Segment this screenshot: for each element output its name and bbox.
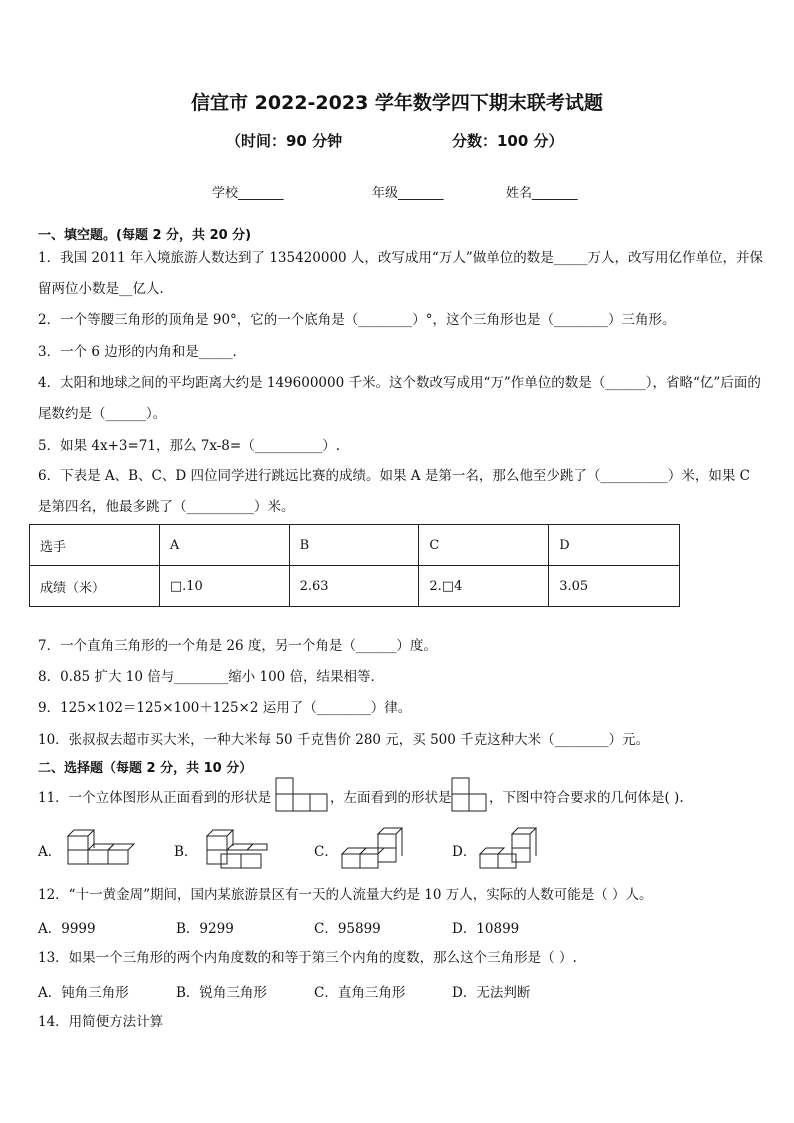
question-14: 14．用简便方法计算 xyxy=(38,1014,164,1030)
school-field[interactable]: 学校_______ xyxy=(212,186,284,201)
option-d-solid-figure[interactable] xyxy=(478,826,544,870)
table-cell: A xyxy=(159,525,289,566)
name-field[interactable]: 姓名_______ xyxy=(506,186,578,201)
table-cell: 3.05 xyxy=(549,566,680,607)
table-cell: B xyxy=(289,525,419,566)
option-d[interactable]: D．无法判断 xyxy=(452,985,531,1001)
question-1-line2: 留两位小数是__亿人． xyxy=(38,281,173,297)
grade-field[interactable]: 年级_______ xyxy=(372,186,444,201)
exam-score: 分数：100 分） xyxy=(452,132,564,150)
option-b-solid-figure[interactable] xyxy=(203,826,269,870)
option-b[interactable]: B．9299 xyxy=(176,921,234,937)
page-title: 信宜市 2022-2023 学年数学四下期末联考试题 xyxy=(191,92,603,114)
question-5: 5．如果 4x+3=71，那么 7x-8=（__________）. xyxy=(38,438,340,454)
question-7: 7．一个直角三角形的一个角是 26 度，另一个角是（______）度。 xyxy=(38,638,437,654)
question-11-part1: 11．一个立体图形从正面看到的形状是 xyxy=(38,790,272,806)
table-row xyxy=(30,525,680,566)
table-cell: 选手 xyxy=(30,525,160,566)
question-6-line2: 是第四名，他最多跳了（__________）米。 xyxy=(38,499,295,515)
question-4-line2: 尾数约是（______）。 xyxy=(38,406,167,422)
option-a[interactable]: A．钝角三角形 xyxy=(38,985,129,1001)
option-a-label[interactable]: A． xyxy=(38,844,62,860)
option-b[interactable]: B．锐角三角形 xyxy=(176,985,267,1001)
table-cell: D xyxy=(549,525,680,566)
question-11-part3: ，下图中符合要求的几何体是( ). xyxy=(489,790,684,806)
table-cell: 2.□4 xyxy=(419,566,549,607)
question-12: 12．“十一黄金周”期间，国内某旅游景区有一天的人流量大约是 10 万人，实际的人数可能是（ ）人。 xyxy=(38,887,653,903)
section2-heading: 二、选择题（每题 2 分，共 10 分） xyxy=(38,761,253,776)
table-row xyxy=(30,566,680,607)
option-b-label[interactable]: B． xyxy=(174,844,198,860)
exam-time: （时间：90 分钟 xyxy=(226,132,343,150)
section1-heading: 一、填空题。(每题 2 分，共 20 分) xyxy=(38,228,252,243)
question-10: 10．张叔叔去超市买大米，一种大米每 50 千克售价 280 元，买 500 千克这种大米（________）元。 xyxy=(38,732,650,748)
question-3: 3．一个 6 边形的内角和是_____． xyxy=(38,344,247,360)
question-13: 13．如果一个三角形的两个内角度数的和等于第三个内角的度数，那么这个三角形是（ ）. xyxy=(38,950,577,966)
table-cell: C xyxy=(419,525,549,566)
question-6-line1: 6．下表是 A、B、C、D 四位同学进行跳远比赛的成绩。如果 A 是第一名，那么他至少跳了（__________）米，如果 C xyxy=(38,468,750,484)
left-view-figure xyxy=(452,778,488,812)
option-c-label[interactable]: C． xyxy=(314,844,338,860)
table-cell: 2.63 xyxy=(289,566,419,607)
question-11-part2: ，左面看到的形状是 xyxy=(330,790,452,806)
option-d-label[interactable]: D． xyxy=(452,844,477,860)
option-a-solid-figure[interactable] xyxy=(66,826,132,866)
question-1-line1: 1．我国 2011 年入境旅游人数达到了 135420000 人，改写成用“万人”做单位的数是_____万人，改写用亿作单位，并保 xyxy=(38,250,763,266)
option-c[interactable]: C．95899 xyxy=(314,921,381,937)
question-2: 2．一个等腰三角形的顶角是 90°，它的一个底角是（________）°，这个三角形也是（________）三角形。 xyxy=(38,312,676,328)
table-cell: □.10 xyxy=(159,566,289,607)
table-cell: 成绩（米） xyxy=(30,566,160,607)
option-c[interactable]: C．直角三角形 xyxy=(314,985,406,1001)
question-4-line1: 4．太阳和地球之间的平均距离大约是 149600000 千米。这个数改写成用“万”作单位的数是（______），省略“亿”后面的 xyxy=(38,375,761,391)
option-a[interactable]: A．9999 xyxy=(38,921,96,937)
option-c-solid-figure[interactable] xyxy=(340,826,406,870)
option-d[interactable]: D．10899 xyxy=(452,921,520,937)
question-8: 8．0.85 扩大 10 倍与________缩小 100 倍，结果相等． xyxy=(38,669,385,685)
score-table xyxy=(29,524,680,607)
question-9: 9．125×102＝125×100＋125×2 运用了（________）律。 xyxy=(38,700,412,716)
front-view-figure xyxy=(276,778,328,812)
